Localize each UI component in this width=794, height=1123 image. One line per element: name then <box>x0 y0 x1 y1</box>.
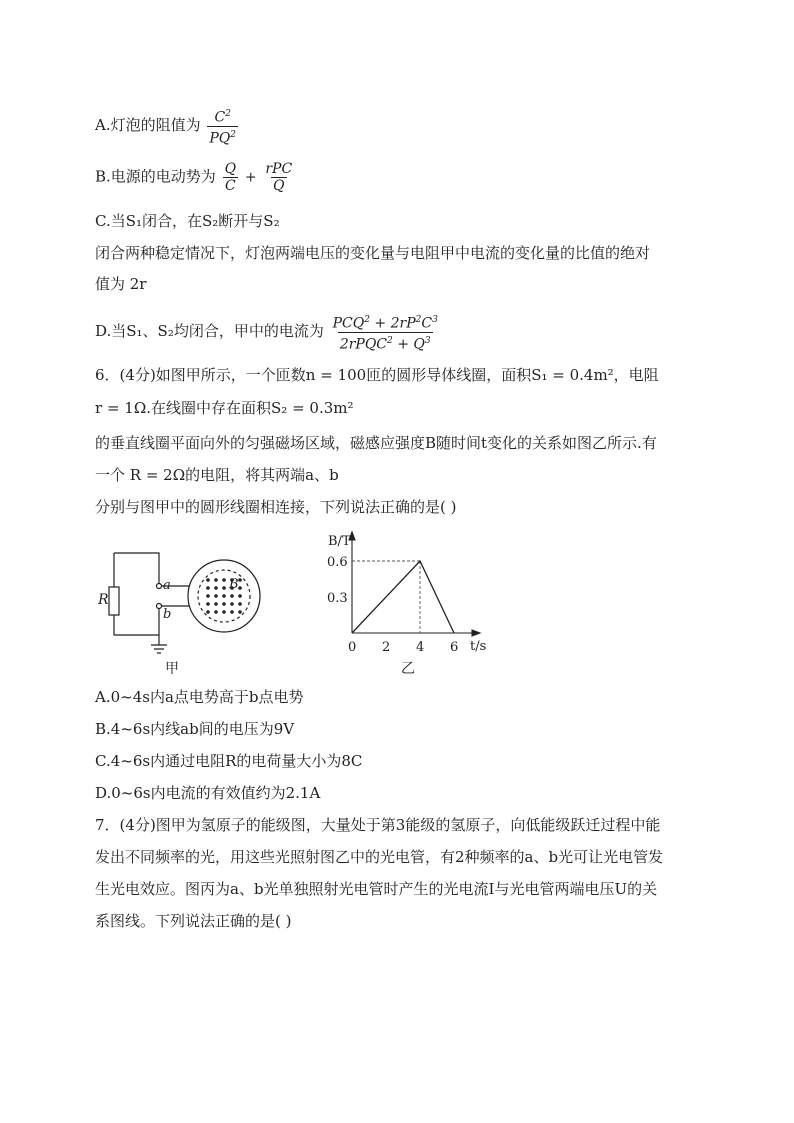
q5-option-c-line3: 值为 2r <box>95 275 147 293</box>
q6-option-c: C.4~6s内通过电阻R的电荷量大小为8C <box>95 752 363 770</box>
resistor-r <box>109 587 119 615</box>
q5-option-d-formula: $\frac{PCQ^2 + 2rP^2C^3}{2rPQC^2 + Q^3}$ <box>332 315 438 353</box>
q5-option-d-prefix: D.当S₁、S₂均闭合，甲中的电流为 <box>95 322 324 341</box>
label-r: R <box>98 592 109 608</box>
y-tick-label: 0.3 <box>327 591 348 606</box>
b-t-series-line <box>352 561 454 633</box>
q6-figure-jia <box>90 540 280 680</box>
x-axis-label: t/s <box>470 639 487 654</box>
q6-option-b: B.4~6s内线ab间的电压为9V <box>95 720 295 738</box>
q5-option-a-prefix: A.灯泡的阻值为 <box>95 116 201 135</box>
x-tick-label: 2 <box>382 640 391 655</box>
q7-line2: 发出不同频率的光，用这些光照射图乙中的光电管，有2种频率的a、b光可让光电管发 <box>95 848 664 866</box>
label-b: b <box>163 607 172 622</box>
q5-option-a-formula: $\frac{C^2}{PQ^2}$ <box>209 109 237 147</box>
q6-option-a: A.0~4s内a点电势高于b点电势 <box>95 688 304 706</box>
q6-option-d: D.0~6s内电流的有效值约为2.1A <box>95 784 321 802</box>
q6-figure-yi <box>320 528 500 678</box>
q5-option-b-formula-2: $\frac{\text{rPC}}{Q}$ <box>265 161 293 194</box>
q6-stem-line1: 6．(4分)如图甲所示，一个匝数n = 100匝的圆形导体线圈，面积S₁ = 0.4m²，电阻 <box>95 366 659 384</box>
q7-line4: 系图线。下列说法正确的是( ) <box>95 912 292 930</box>
q6-stem-line3: 的垂直线圈平面向外的匀强磁场区域，磁感应强度B随时间t变化的关系如图乙所示.有 <box>95 434 657 452</box>
x-tick-label: 4 <box>416 640 425 655</box>
q5-option-b-formula-1: $\frac{Q}{C}$ <box>224 161 237 194</box>
q6-stem-line4: 一个 R = 2Ω的电阻，将其两端a、b <box>95 466 339 484</box>
label-a: a <box>163 578 171 593</box>
label-field-b: B <box>229 577 239 592</box>
q7-line3: 生光电效应。图丙为a、b光单独照射光电管时产生的光电流I与光电管两端电压U的关 <box>95 880 658 898</box>
q6-stem-line5: 分别与图甲中的圆形线圈相连接，下列说法正确的是( ) <box>95 498 457 516</box>
q5-option-a <box>95 106 240 146</box>
q5-option-c-line2: 闭合两种稳定情况下，灯泡两端电压的变化量与电阻甲中电流的变化量的比值的绝对 <box>95 244 651 262</box>
caption-yi: 乙 <box>401 661 415 677</box>
q6-stem-line2: r = 1Ω.在线圈中存在面积S₂ = 0.3m² <box>95 399 354 417</box>
y-tick-label: 0.6 <box>327 555 348 570</box>
y-axis-label: B/T <box>328 534 351 549</box>
q5-option-d <box>95 312 442 352</box>
caption-jia: 甲 <box>165 661 179 677</box>
q5-option-b: B.电源的电动势为 $\frac{Q}{C}$ + $\frac{\text{rPC}}{Q}$ <box>95 161 293 194</box>
q5-option-b-prefix: B.电源的电动势为 <box>95 167 216 186</box>
q7-line1: 7．(4分)图甲为氢原子的能级图，大量处于第3能级的氢原子，向低能级跃迁过程中能 <box>95 816 661 834</box>
x-tick-label: 0 <box>348 640 357 655</box>
x-tick-label: 6 <box>450 640 459 655</box>
q5-option-c-line1: C.当S₁闭合，在S₂断开与S₂ <box>95 212 280 230</box>
